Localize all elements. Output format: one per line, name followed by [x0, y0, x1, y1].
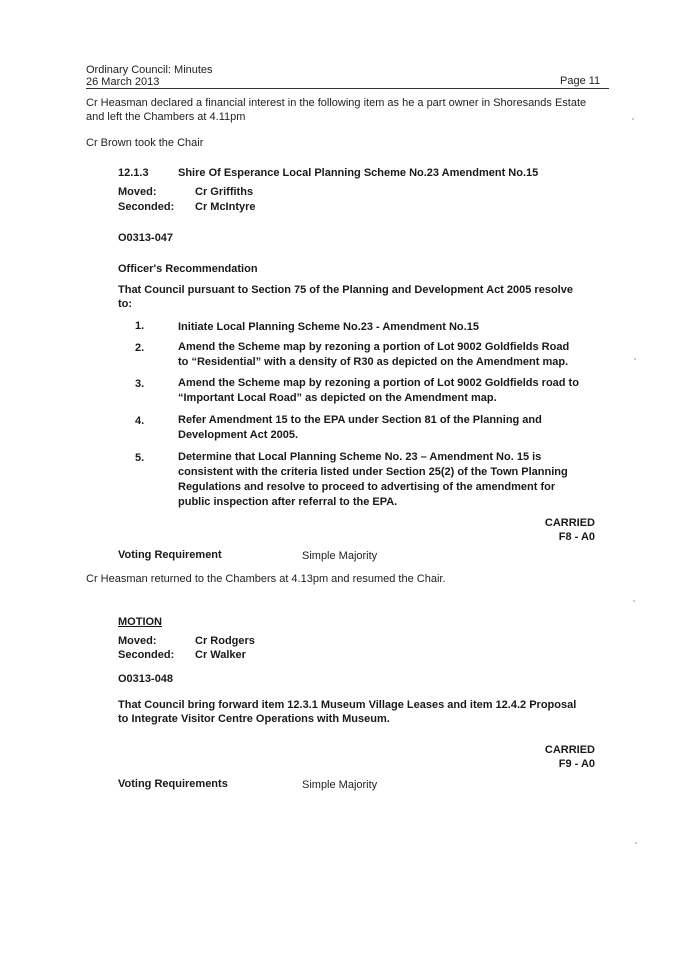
point-line: Initiate Local Planning Scheme No.23 - Amendment No.15: [178, 321, 479, 333]
point-line: Amend the Scheme map by rezoning a portion of Lot 9002 Goldfields Road: [178, 341, 570, 353]
chair-statement: Cr Brown took the Chair: [86, 137, 204, 149]
page-number: Page 11: [560, 75, 601, 87]
seconded-label: Seconded:: [118, 201, 175, 213]
document-type: Ordinary Council: Minutes: [86, 64, 213, 76]
point-number: 4.: [135, 415, 145, 427]
header-divider: [86, 88, 609, 89]
item-title: Shire Of Esperance Local Planning Scheme No.23 Amendment No.15: [178, 167, 539, 179]
seconded-value: Cr McIntyre: [195, 201, 256, 213]
carried-label: CARRIED: [544, 517, 595, 529]
point-line: Amend the Scheme map by rezoning a portion of Lot 9002 Goldfields road to: [178, 377, 579, 389]
motion-text-line-2: to Integrate Visitor Centre Operations with Museum.: [118, 713, 390, 725]
point-number: 1.: [135, 320, 145, 332]
recommendation-lead-line-2: to:: [118, 298, 133, 310]
interest-declaration-line-2: and left the Chambers at 4.11pm: [86, 111, 246, 123]
motion-resolution-id: O0313-048: [118, 673, 174, 685]
recommendation-heading: Officer's Recommendation: [118, 263, 258, 275]
recommendation-lead-line-1: That Council pursuant to Section 75 of the Planning and Development Act 2005 resolve: [118, 284, 573, 296]
vote-count: F8 - A0: [558, 531, 595, 543]
item-number: 12.1.3: [118, 167, 149, 179]
voting-requirement-label: Voting Requirement: [118, 549, 222, 561]
point-line: public inspection after referral to the EPA.: [178, 496, 398, 508]
point-line: Refer Amendment 15 to the EPA under Section 81 of the Planning and: [178, 414, 542, 426]
meeting-date: 26 March 2013: [86, 76, 160, 88]
point-line: Determine that Local Planning Scheme No. 23 – Amendment No. 15 is: [178, 451, 542, 463]
motion-voting-requirement-label: Voting Requirements: [118, 778, 228, 790]
point-line: Development Act 2005.: [178, 429, 299, 441]
motion-text-line-1: That Council bring forward item 12.3.1 Museum Village Leases and item 12.4.2 Proposal: [118, 699, 577, 711]
scan-speck: [633, 600, 635, 602]
scan-speck: [632, 118, 634, 120]
motion-seconded-label: Seconded:: [118, 649, 175, 661]
motion-moved-value: Cr Rodgers: [195, 635, 255, 647]
motion-vote-count: F9 - A0: [558, 758, 595, 770]
moved-label: Moved:: [118, 186, 157, 198]
point-number: 3.: [135, 378, 145, 390]
resolution-id: O0313-047: [118, 232, 174, 244]
point-line: Regulations and resolve to proceed to advertising of the amendment for: [178, 481, 556, 493]
point-line: to “Residential” with a density of R30 as depicted on the Amendment map.: [178, 356, 569, 368]
point-number: 2.: [135, 342, 145, 354]
motion-heading: MOTION: [118, 616, 162, 628]
scan-speck: [635, 842, 637, 844]
scan-speck: [634, 358, 636, 360]
motion-seconded-value: Cr Walker: [195, 649, 246, 661]
point-number: 5.: [135, 452, 145, 464]
point-line: “Important Local Road” as depicted on the Amendment map.: [178, 392, 497, 404]
voting-requirement-value: Simple Majority: [302, 550, 378, 562]
motion-voting-requirement-value: Simple Majority: [302, 779, 378, 791]
point-line: consistent with the criteria listed under Section 25(2) of the Town Planning: [178, 466, 568, 478]
motion-moved-label: Moved:: [118, 635, 157, 647]
interest-declaration-line-1: Cr Heasman declared a financial interest in the following item as he a part owner in Shoresands Estate: [86, 97, 587, 109]
motion-carried-label: CARRIED: [544, 744, 595, 756]
return-statement: Cr Heasman returned to the Chambers at 4.13pm and resumed the Chair.: [86, 573, 446, 585]
moved-value: Cr Griffiths: [195, 186, 254, 198]
